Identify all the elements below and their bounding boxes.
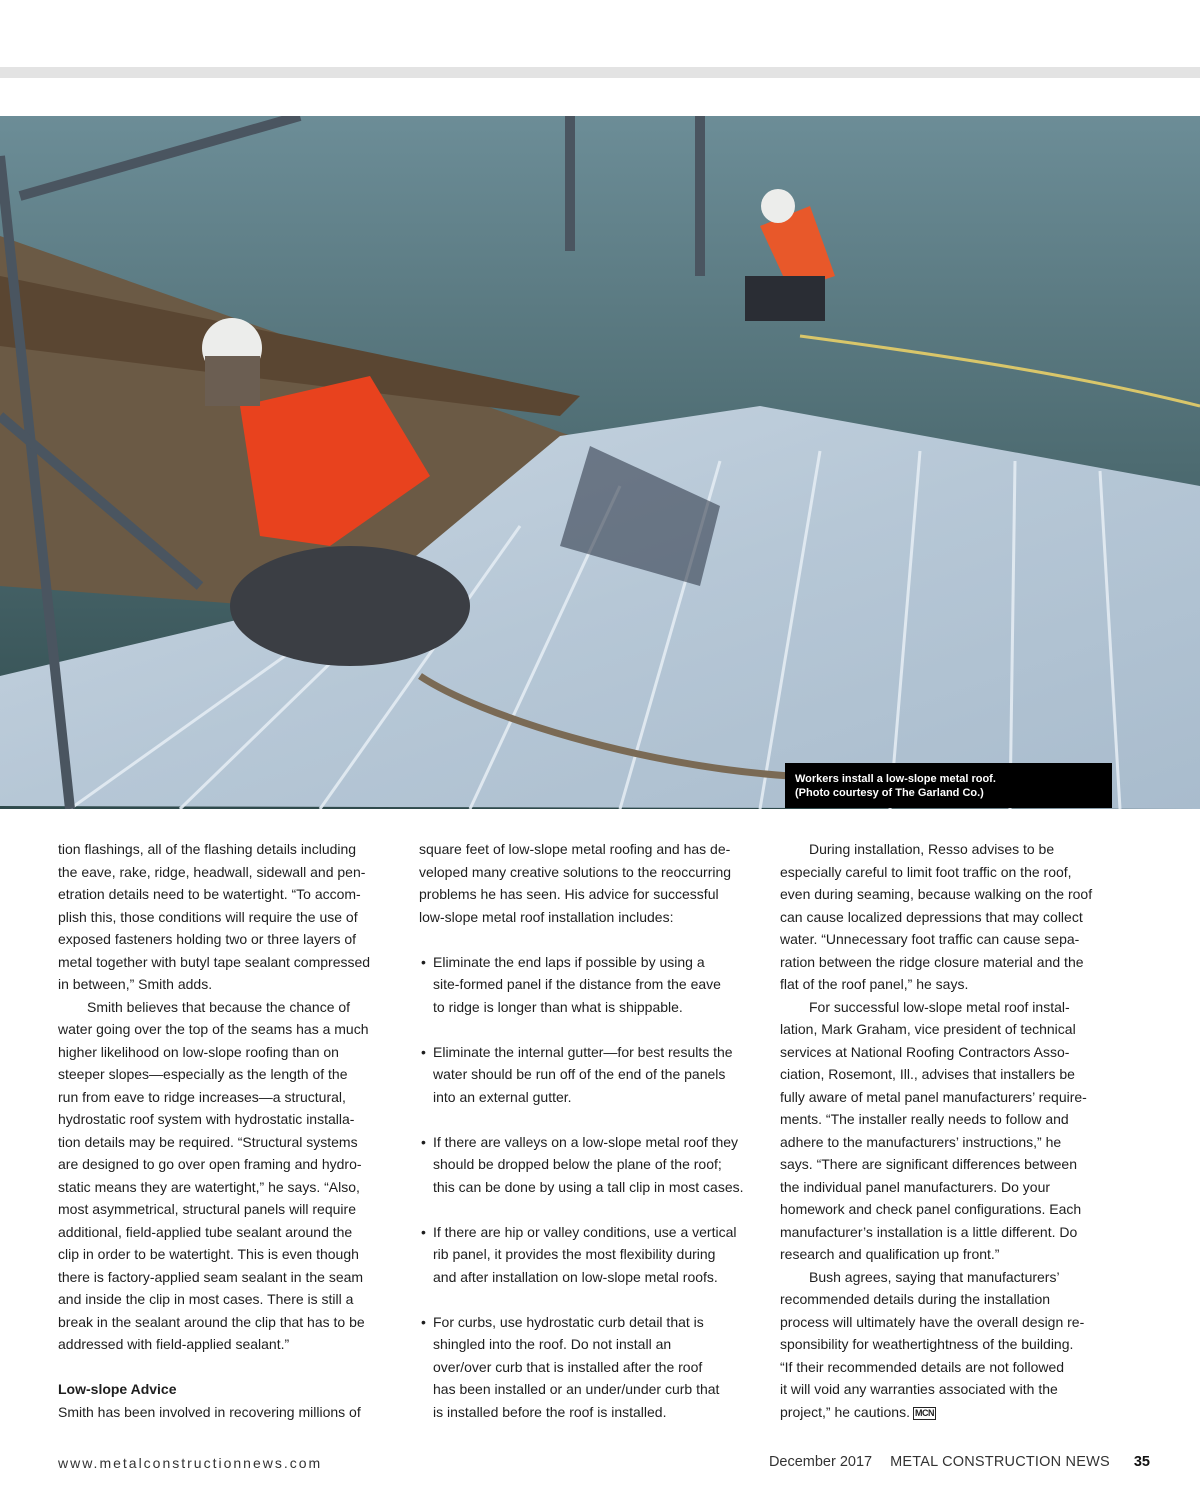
article-column-1 [58,838,403,1423]
text-line: hydrostatic roof system with hydrostatic installa- [58,1111,355,1127]
text-line: clip in order to be watertight. This is even though [58,1246,359,1262]
text-line: adhere to the manufacturers’ instructions,” he [780,1133,1062,1150]
bullet-icon: • [421,1223,426,1240]
text-line: flat of the roof panel,” he says. [780,976,969,992]
text-line: ments. “The installer really needs to follow and [780,1111,1069,1127]
text-line: water going over the top of the seams has a much [58,1021,369,1037]
text-line: Smith believes that because the chance of [87,998,351,1015]
text-line: steeper slopes—especially as the length of the [58,1066,348,1082]
text-line: there is factory-applied seam sealant in the seam [58,1268,364,1285]
text-line: the eave, rake, ridge, headwall, sidewall and pen- [58,863,366,880]
photo-caption [785,763,1112,808]
text-line: the individual panel manufacturers. Do your [780,1178,1051,1195]
caption-line-2: (Photo courtesy of The Garland Co.) [795,787,984,799]
text-line: this can be done by using a tall clip in most cases. [433,1178,744,1195]
text-line: research and qualification up front.” [780,1246,1000,1262]
text-line: “If their recommended details are not followed [780,1358,1065,1375]
caption-line-1: Workers install a low-slope metal roof. [795,773,996,785]
text-line: During installation, Resso advises to be [809,841,1055,857]
text-line: Smith has been involved in recovering millions of [58,1403,361,1420]
text-line: fully aware of metal panel manufacturers’ require- [780,1088,1087,1105]
mcn-end-mark-icon: MCN [914,1407,934,1418]
text-line: If there are hip or valley conditions, use a vertical [433,1223,737,1240]
text-line: For curbs, use hydrostatic curb detail that is [433,1313,704,1330]
text-line: run from eave to ridge increases—a structural, [58,1088,346,1105]
bullet-item [419,951,759,974]
text-line: says. “There are significant differences between [780,1156,1078,1172]
roof-photo [0,116,1200,809]
text-line: rib panel, it provides the most flexibility during [433,1246,716,1262]
text-line: can cause localized depressions that may collect [780,908,1083,925]
top-rule [0,67,1200,78]
text-line: should be dropped below the plane of the roof; [433,1156,722,1172]
text-line: water should be run off of the end of the panels [433,1066,726,1082]
text-line: veloped many creative solutions to the reoccurring [419,863,732,880]
text-line: static means they are watertight,” he says. “Also, [58,1178,360,1195]
text-line: Eliminate the end laps if possible by using a [433,953,705,970]
footer-website-link[interactable]: www.metalconstructionnews.com [58,1455,323,1471]
text-line: has been installed or an under/under curb that [433,1381,720,1397]
text-line: break in the sealant around the clip that has to be [58,1313,365,1330]
text-line: Bush agrees, saying that manufacturers’ [809,1268,1060,1285]
footer-info [769,1454,1150,1470]
bullet-icon: • [421,953,426,970]
text-line: lation, Mark Graham, vice president of technical [780,1021,1076,1037]
text-line: into an external gutter. [433,1088,572,1105]
text-line: sponsibility for weathertightness of the building. [780,1336,1074,1352]
text-line: and inside the clip in most cases. There is still a [58,1291,354,1307]
subheading: Low-slope Advice [58,1381,177,1397]
text-line: most asymmetrical, structural panels will require [58,1201,356,1217]
text-line: addressed with field-applied sealant.” [58,1336,290,1352]
bullet-item [419,1041,759,1064]
text-line: square feet of low-slope metal roofing and has de- [419,841,731,857]
text-line: plish this, those conditions will require the use of [58,908,358,925]
footer-publication: METAL CONSTRUCTION NEWS [890,1454,1110,1470]
bullet-icon: • [421,1313,426,1330]
text-line: recommended details during the installation [780,1291,1051,1307]
text-line: etration details need to be watertight. “To accom- [58,886,361,902]
text-line: site-formed panel if the distance from the eave [433,976,721,992]
text-line: water. “Unnecessary foot traffic can cause sepa- [780,931,1080,947]
text-line: services at National Roofing Contractors Asso- [780,1043,1070,1060]
text-line: especially careful to limit foot traffic on the roof, [780,863,1072,880]
text-line: tion details may be required. “Structural systems [58,1133,358,1150]
text-line: project,” he cautions. [780,1403,910,1420]
footer-date: December 2017 [768,1454,873,1470]
text-line: problems he has seen. His advice for successful [419,886,719,902]
text-line: For successful low-slope metal roof instal- [809,998,1070,1015]
text-line: is installed before the roof is installed. [433,1403,667,1420]
text-line: in between,” Smith adds. [58,976,213,992]
bullet-item [419,1311,759,1334]
text-line: and after installation on low-slope metal roofs. [433,1268,718,1285]
text-line: even during seaming, because walking on the roof [780,886,1093,902]
bullet-item [419,1221,759,1244]
article-column-2 [419,838,759,1423]
text-line: are designed to go over open framing and hydro- [58,1156,362,1172]
text-line: shingled into the roof. Do not install an [433,1336,672,1352]
bullet-item [419,1131,759,1154]
text-line: homework and check panel configurations. Each [780,1201,1082,1217]
closing-line [780,1401,1125,1424]
text-line: over/over curb that is installed after the roof [433,1358,703,1375]
text-line: If there are valleys on a low-slope metal roof they [433,1133,739,1150]
text-line: ciation, Rosemont, Ill., advises that installers be [780,1066,1075,1082]
text-line: metal together with butyl tape sealant compressed [58,953,371,970]
text-line: ration between the ridge closure material and the [780,953,1084,970]
text-line: tion flashings, all of the flashing details including [58,841,357,857]
text-line: it will void any warranties associated with the [780,1381,1058,1397]
page-number: 35 [1133,1454,1150,1470]
text-line: higher likelihood on low-slope roofing than on [58,1043,339,1060]
text-line: to ridge is longer than what is shippable. [433,998,683,1015]
bullet-icon: • [421,1043,426,1060]
bullet-icon: • [421,1133,426,1150]
text-line: additional, field-applied tube sealant around the [58,1223,353,1240]
text-line: low-slope metal roof installation includes: [419,908,674,925]
text-line: exposed fasteners holding two or three layers of [58,931,357,947]
text-line: process will ultimately have the overall design re- [780,1313,1085,1330]
text-line: manufacturer’s installation is a little different. Do [780,1223,1078,1240]
article-column-3 [780,838,1125,1423]
text-line: Eliminate the internal gutter—for best results the [433,1043,733,1060]
